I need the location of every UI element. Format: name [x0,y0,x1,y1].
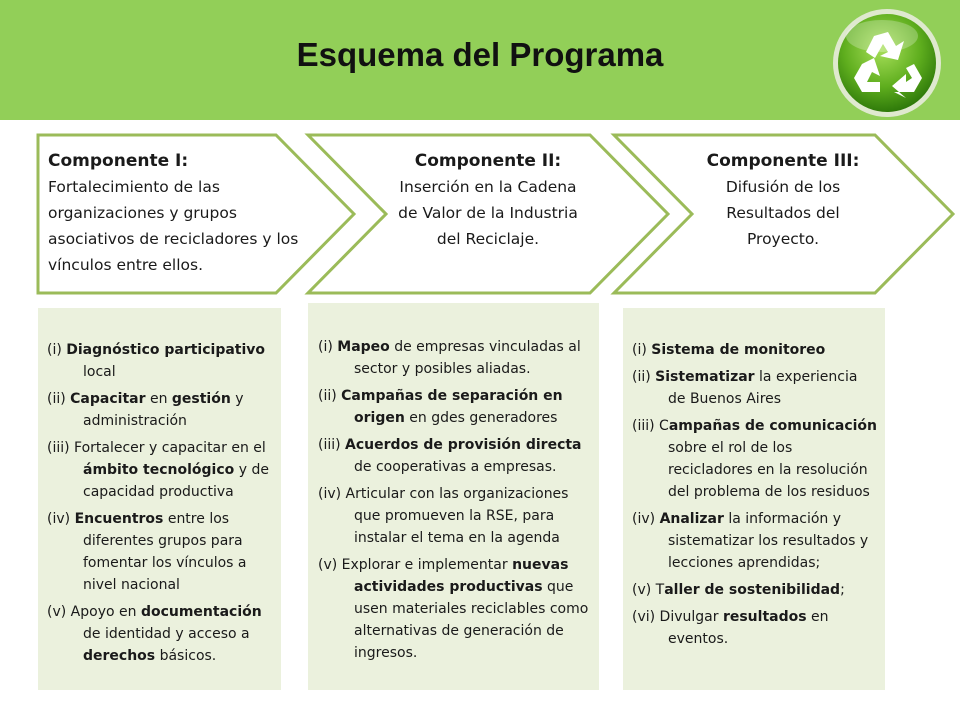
activity-keyword: Analizar [659,511,724,527]
component-3-heading: Componente III: [706,151,860,171]
activity-text: en eventos. [668,609,829,647]
recycle-icon [830,6,944,120]
activity-keyword: nuevas actividades productivas [354,557,569,595]
component-1-description: Fortalecimiento de las organizaciones y grupos asociativos de recicladores y los vínculos entre ellos. [48,178,299,274]
activity-item [318,434,591,478]
activity-item [318,483,591,549]
activity-item [632,366,879,410]
activity-keyword: documentación [140,604,262,620]
component-3-description: Difusión de los Resultados del Proyecto. [725,178,841,248]
activity-item [47,388,275,432]
activity-item [318,554,591,664]
component-2-activities [308,303,599,690]
activity-item [632,606,879,650]
activity-item [318,336,591,380]
activity-item [47,601,275,667]
activity-keyword: Capacitar [70,391,146,407]
activity-text: local [83,364,116,380]
activity-text: (vi) Divulgar [632,609,723,625]
activity-keyword: gestión [171,391,231,407]
activity-text: la experiencia de Buenos Aires [668,369,858,407]
activity-keyword: ámbito tecnológico [83,462,235,478]
activity-keyword: Encuentros [74,511,164,527]
activity-text: de identidad y acceso a [83,626,250,642]
activity-text: (v) T [632,582,665,598]
component-3-activities [623,308,885,690]
activity-text: (ii) [318,388,342,404]
activity-item [632,508,879,574]
activity-text: (iii) [318,437,346,453]
activity-text: en gdes generadores [404,410,558,426]
activity-text: básicos. [155,648,217,664]
activity-keyword: Mapeo [337,339,390,355]
activity-text: (ii) [47,391,71,407]
component-2-description: Inserción en la Cadena de Valor de la Industria del Reciclaje. [398,178,578,248]
activity-keyword: derechos [83,648,156,664]
activity-text: (ii) [632,369,656,385]
activity-text: (iv) [632,511,660,527]
activity-item [318,385,591,429]
activity-text: (i) [318,339,338,355]
activity-keyword: Diagnóstico participativo [66,342,266,358]
activity-item [47,508,275,596]
activity-text: la información y sistematizar los resultados y lecciones aprendidas; [668,511,869,571]
activity-text: en [145,391,172,407]
activity-keyword: Sistema de monitoreo [651,342,826,358]
activity-text: sobre el rol de los recicladores en la resolución del problema de los residuos [668,440,870,500]
activity-keyword: Campañas de separación en origen [341,388,563,426]
activity-text: entre los diferentes grupos para fomentar los vínculos a nivel nacional [83,511,247,593]
component-2-text [398,148,578,252]
activity-item [47,437,275,503]
activity-text: (iv) [47,511,75,527]
activity-text: (v) Explorar e implementar [318,557,513,573]
activity-item [632,579,879,601]
activity-keyword: aller de sostenibilidad [664,582,841,598]
activity-text: (iii) C [632,418,669,434]
component-1-heading: Componente I: [48,151,189,171]
activity-text: y administración [83,391,244,429]
activity-text: que usen materiales reciclables como alternativas de generación de ingresos. [354,579,589,661]
component-1-text [48,148,303,278]
activity-text: (i) [47,342,67,358]
activity-text: y de capacidad productiva [83,462,269,500]
activity-keyword: Acuerdos de provisión directa [345,437,582,453]
activity-text: ; [840,582,845,598]
activity-text: de cooperativas a empresas. [354,459,557,475]
activity-text: (i) [632,342,652,358]
activity-item [632,339,879,361]
page-title: Esquema del Programa [296,36,664,73]
activity-item [632,415,879,503]
activity-keyword: ampañas de comunicación [668,418,878,434]
activity-text: (iv) Articular con las organizaciones que promueven la RSE, para instalar el tema en la agenda [318,486,569,546]
activity-text: (v) Apoyo en [47,604,141,620]
activity-keyword: resultados [722,609,807,625]
component-2-heading: Componente II: [414,151,562,171]
activity-keyword: Sistematizar [655,369,755,385]
component-1-activities [38,308,281,690]
activity-text: de empresas vinculadas al sector y posibles aliadas. [354,339,581,377]
activity-item [47,339,275,383]
activity-text: (iii) Fortalecer y capacitar en el [47,440,266,456]
component-3-text [690,148,876,252]
